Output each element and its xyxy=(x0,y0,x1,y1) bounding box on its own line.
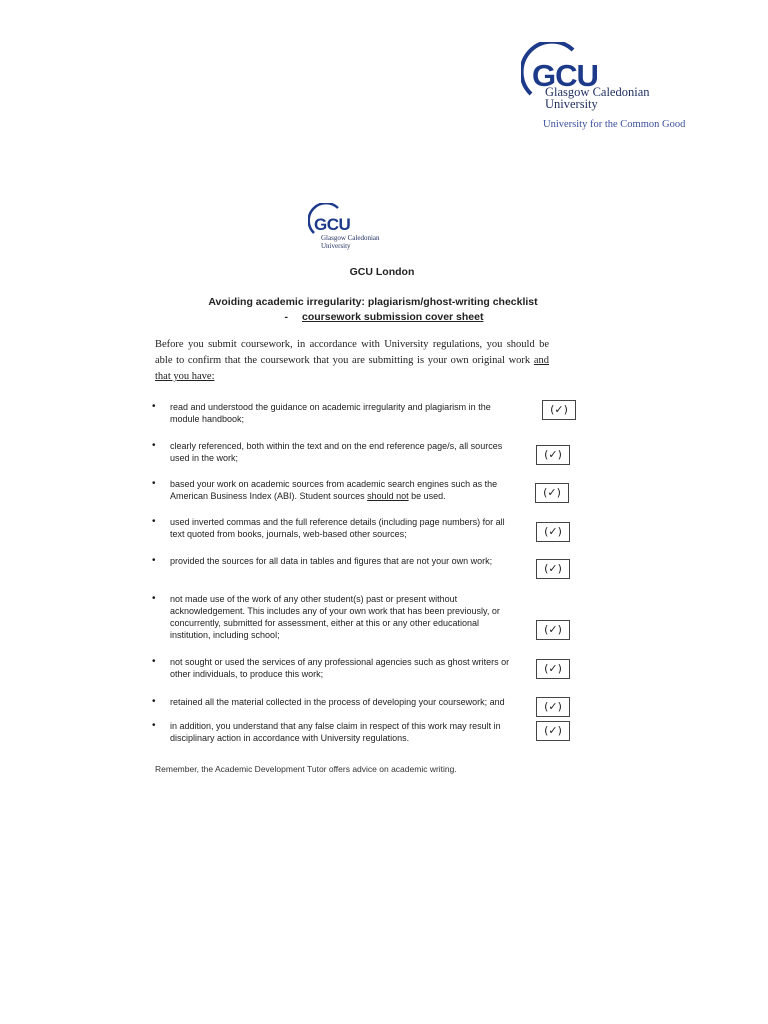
checklist-item-text: based your work on academic sources from academic search engines such as the American Business Index (ABI). Student sources should not be used. xyxy=(170,479,498,501)
bullet-icon: • xyxy=(152,401,156,412)
checkbox[interactable]: (✓) xyxy=(536,559,570,579)
checkbox[interactable]: (✓) xyxy=(535,483,569,503)
checkbox[interactable]: (✓) xyxy=(536,659,570,679)
bullet-icon: • xyxy=(152,555,156,566)
bullet-icon: • xyxy=(152,478,156,489)
campus-heading: GCU London xyxy=(349,266,415,278)
bullet-icon: • xyxy=(152,656,156,667)
document-title: Avoiding academic irregularity: plagiarism/ghost-writing checklist xyxy=(208,296,538,308)
bullet-icon: • xyxy=(152,720,156,731)
checklist-item-text: read and understood the guidance on academic irregularity and plagiarism in the module handbook; xyxy=(170,402,491,424)
intro-text: Before you submit coursework, in accordance with University regulations, you should be able to confirm that the coursework that you are submitting is your own original work xyxy=(155,339,549,366)
checkbox[interactable]: (✓) xyxy=(536,445,570,465)
checkbox[interactable]: (✓) xyxy=(536,620,570,640)
intro-paragraph xyxy=(155,337,549,385)
checklist-item-text: retained all the material collected in the process of developing your coursework; and xyxy=(170,697,505,707)
checklist-item-text: provided the sources for all data in tables and figures that are not your own work; xyxy=(170,556,493,566)
gcu-logo-small-name-line1: Glasgow Caledonian xyxy=(321,234,380,242)
bullet-icon: • xyxy=(152,696,156,707)
checklist-item-text: not sought or used the services of any professional agencies such as ghost writers or other individuals, to produce this work; xyxy=(170,657,510,679)
checkbox[interactable]: (✓) xyxy=(536,697,570,717)
bullet-icon: • xyxy=(152,516,156,527)
subtitle-text: coursework submission cover sheet xyxy=(302,311,484,323)
gcu-logo-small xyxy=(308,203,408,258)
bullet-icon: • xyxy=(152,593,156,604)
bullet-icon: • xyxy=(152,440,156,451)
intro-underlined-text: and that you have: xyxy=(155,355,549,382)
tagline: University for the Common Good xyxy=(543,119,686,130)
checklist xyxy=(152,400,582,760)
gcu-logo-mark: GCU xyxy=(532,58,598,93)
footer-note: Remember, the Academic Development Tutor offers advice on academic writing. xyxy=(155,764,457,774)
checklist-item-text: in addition, you understand that any false claim in respect of this work may result in disciplinary action in accordance with University regulations. xyxy=(170,721,501,743)
gcu-logo-small-name-line2: University xyxy=(321,242,351,250)
checklist-item-text: not made use of the work of any other student(s) past or present without acknowledgement. This includes any of your own work that has been previously, or concurrently, submitted for assessment, either at this or any other educational institution, including school; xyxy=(170,594,500,640)
gcu-logo-name-line2: University xyxy=(545,97,598,111)
checklist-item-text: clearly referenced, both within the text and on the end reference page/s, all sources used in the work; xyxy=(170,441,503,463)
checkbox[interactable]: (✓) xyxy=(536,721,570,741)
gcu-logo-small-mark: GCU xyxy=(314,215,351,234)
checklist-item-text: used inverted commas and the full reference details (including page numbers) for all text quoted from books, journals, web-based other sources; xyxy=(170,517,505,539)
gcu-logo-name-line1: Glasgow Caledonian xyxy=(545,85,650,99)
checkbox[interactable]: (✓) xyxy=(536,522,570,542)
checkbox[interactable]: (✓) xyxy=(542,400,576,420)
subtitle-dash: - xyxy=(284,311,288,323)
document-subtitle xyxy=(0,311,768,323)
